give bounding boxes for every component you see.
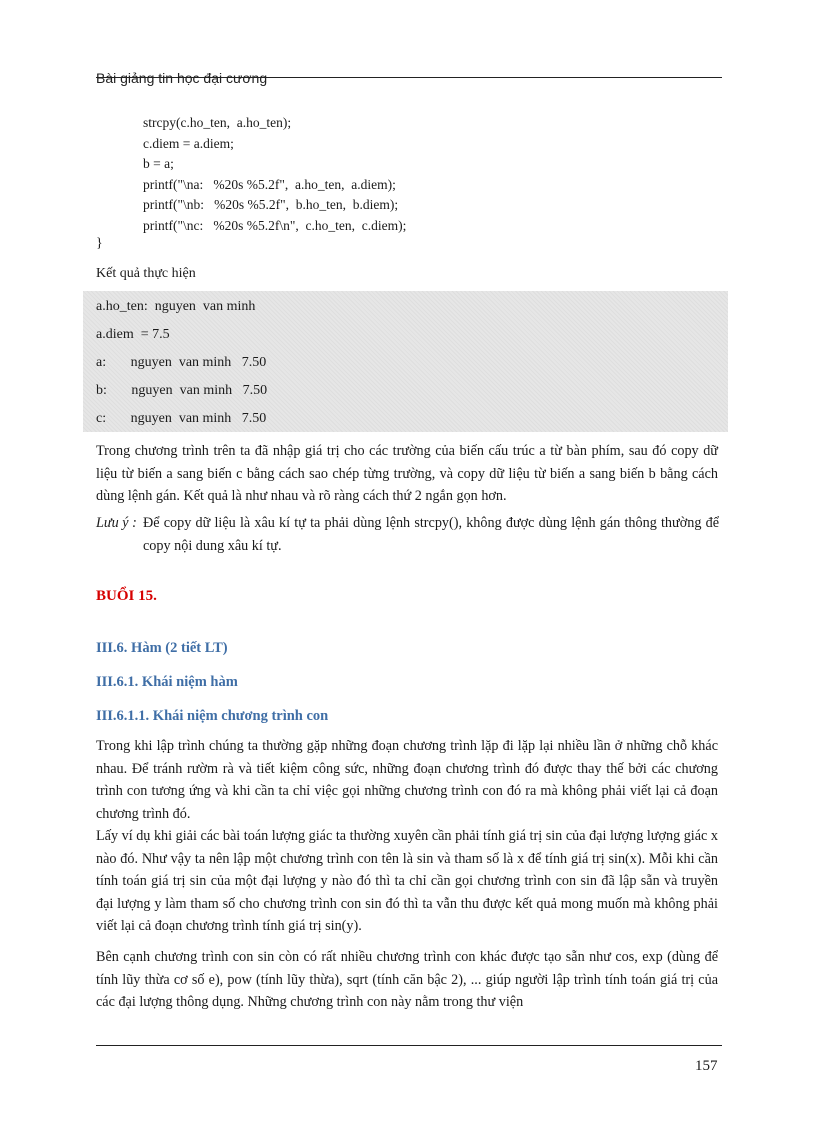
header-title: Bài giảng tin học đại cương <box>96 70 268 86</box>
output-line: a.diem = 7.5 <box>96 327 170 342</box>
heading-functions: III.6. Hàm (2 tiết LT) <box>96 640 228 656</box>
footer-divider <box>96 1045 722 1046</box>
code-line: printf("\nb: %20s %5.2f", b.ho_ten, b.diem); <box>143 197 399 212</box>
page-number: 157 <box>695 1058 718 1074</box>
note-label: Lưu ý : <box>96 515 137 531</box>
header-divider <box>96 77 722 78</box>
code-line: printf("\nc: %20s %5.2f\n", c.ho_ten, c.diem); <box>143 217 407 233</box>
code-line: strcpy(c.ho_ten, a.ho_ten); <box>143 115 292 130</box>
result-label: Kết quả thực hiện <box>96 266 196 281</box>
body-paragraph: Lấy ví dụ khi giải các bài toán lượng giác ta thường xuyên cần phải tính giá trị sin của đại lượng lượng giác x nào đó. Như vậy ta nên lập một chương trình con tên là sin và tham số là x để tính giá trị sin(x). Mỗi khi cần tính toán giá trị sin của một đại lượng y nào đó thì ta chỉ cần gọi chương trình con sin đã lập sẵn và truyền đại lượng y làm tham số cho chương trình con sin đó thì ta vẫn thu được kết quả mong muốn mà không phải viết lại cả đoạn chương trình tính giá trị sin(y). <box>96 828 718 934</box>
session-title: BUỔI 15. <box>96 588 157 604</box>
output-line: b: nguyen van minh 7.50 <box>96 383 268 398</box>
output-line: a: nguyen van minh 7.50 <box>96 355 267 370</box>
body-paragraph: Bên cạnh chương trình con sin còn có rất nhiều chương trình con khác được tạo sẵn như cos, exp (dùng để tính lũy thừa cơ số e), pow (tính lũy thừa), sqrt (tính căn bậc 2), ... giúp người lập trình tính toán giá trị của các đại lượng thông dụng. Những chương trình con này nằm trong thư viện <box>96 949 718 1010</box>
code-line: b = a; <box>143 156 174 171</box>
body-paragraph: Trong khi lập trình chúng ta thường gặp những đoạn chương trình lặp đi lặp lại nhiều lần ở những chỗ khác nhau. Để tránh rườm rà và tiết kiệm công sức, những đoạn chương trình đó được thay thế bởi các chương trình con tương ứng và khi cần ta chỉ việc gọi những chương trình con đó ra mà không phải viết lại cả đoạn chương trình đó. <box>96 738 718 822</box>
code-closing-brace: } <box>96 236 103 251</box>
heading-subroutine-concept: III.6.1.1. Khái niệm chương trình con <box>96 708 329 724</box>
code-line: c.diem = a.diem; <box>143 135 234 151</box>
output-line: c: nguyen van minh 7.50 <box>96 411 267 426</box>
output-line: a.ho_ten: nguyen van minh <box>96 299 256 314</box>
code-block <box>143 113 406 236</box>
explanation-paragraph: Trong chương trình trên ta đã nhập giá trị cho các trường của biến cấu trúc a từ bàn phím, sau đó copy dữ liệu từ biến a sang biến c bằng cách sao chép từng trường, và copy dữ liệu từ biến a sang biến b bằng cách dùng lệnh gán. Kết quả là như nhau và rõ ràng cách thứ 2 ngắn gọn hơn. <box>96 443 718 504</box>
note-text: Để copy dữ liệu là xâu kí tự ta phải dùng lệnh strcpy(), không được dùng lệnh gán thông thường để copy nội dung xâu kí tự. <box>143 515 719 554</box>
heading-function-concept: III.6.1. Khái niệm hàm <box>96 674 238 690</box>
program-output-box <box>83 291 728 432</box>
code-line: printf("\na: %20s %5.2f", a.ho_ten, a.diem); <box>143 176 396 192</box>
